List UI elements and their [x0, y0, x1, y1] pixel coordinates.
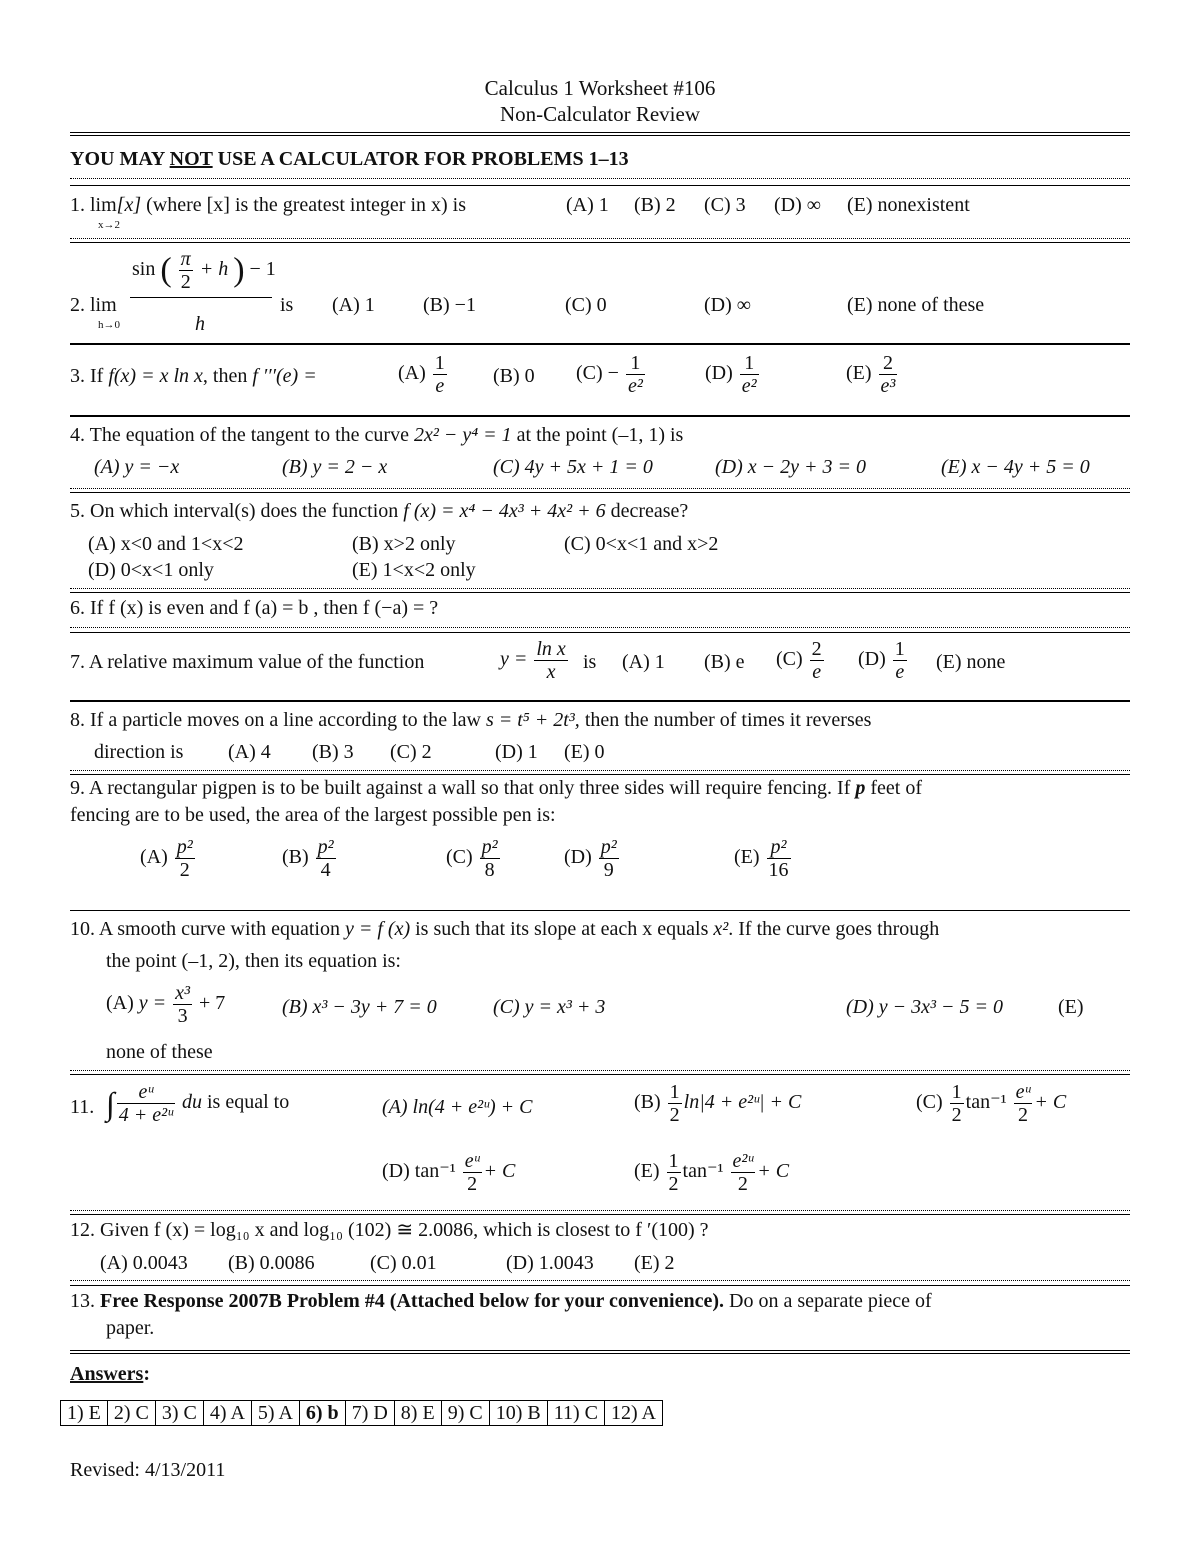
divider — [70, 132, 1130, 136]
divider — [70, 910, 1130, 911]
divider — [70, 588, 1130, 589]
divider — [70, 415, 1130, 417]
question-6: 6. If f (x) is even and f (a) = b , then f (−a) = ? — [70, 597, 439, 619]
answer-cell: 2) C — [108, 1401, 156, 1425]
answer-cell: 7) D — [346, 1401, 395, 1425]
divider — [70, 242, 1130, 243]
divider — [70, 627, 1130, 628]
divider — [70, 185, 1130, 186]
divider — [70, 632, 1130, 633]
divider — [70, 1350, 1130, 1354]
divider — [70, 1280, 1130, 1281]
divider — [70, 1285, 1130, 1286]
answer-cell: 1) E — [61, 1401, 108, 1425]
divider — [70, 1070, 1130, 1071]
answer-key — [60, 1400, 663, 1426]
answer-cell: 11) C — [548, 1401, 605, 1425]
divider — [70, 1214, 1130, 1215]
answer-cell: 9) C — [442, 1401, 490, 1425]
instruction: YOU MAY NOT USE A CALCULATOR FOR PROBLEMS 1–13 — [70, 148, 629, 170]
divider — [70, 1074, 1130, 1075]
answer-cell: 10) B — [490, 1401, 548, 1425]
divider — [70, 238, 1130, 239]
divider — [70, 1210, 1130, 1211]
revised-date: Revised: 4/13/2011 — [70, 1459, 226, 1481]
divider — [70, 592, 1130, 593]
divider — [70, 492, 1130, 493]
page-subtitle: Non-Calculator Review — [499, 102, 701, 126]
answer-cell: 8) E — [395, 1401, 442, 1425]
page-title: Calculus 1 Worksheet #106 — [484, 76, 716, 100]
answer-cell: 12) A — [610, 1402, 656, 1424]
divider — [70, 488, 1130, 489]
answer-cell: 5) A — [252, 1401, 300, 1425]
answers-label: Answers: — [70, 1363, 151, 1385]
divider — [70, 774, 1130, 775]
divider — [70, 178, 1130, 179]
divider — [70, 770, 1130, 771]
answer-cell: 6) b — [300, 1401, 346, 1425]
divider — [70, 700, 1130, 702]
divider — [70, 343, 1130, 345]
answer-cell: 4) A — [204, 1401, 252, 1425]
answer-cell: 3) C — [156, 1401, 204, 1425]
